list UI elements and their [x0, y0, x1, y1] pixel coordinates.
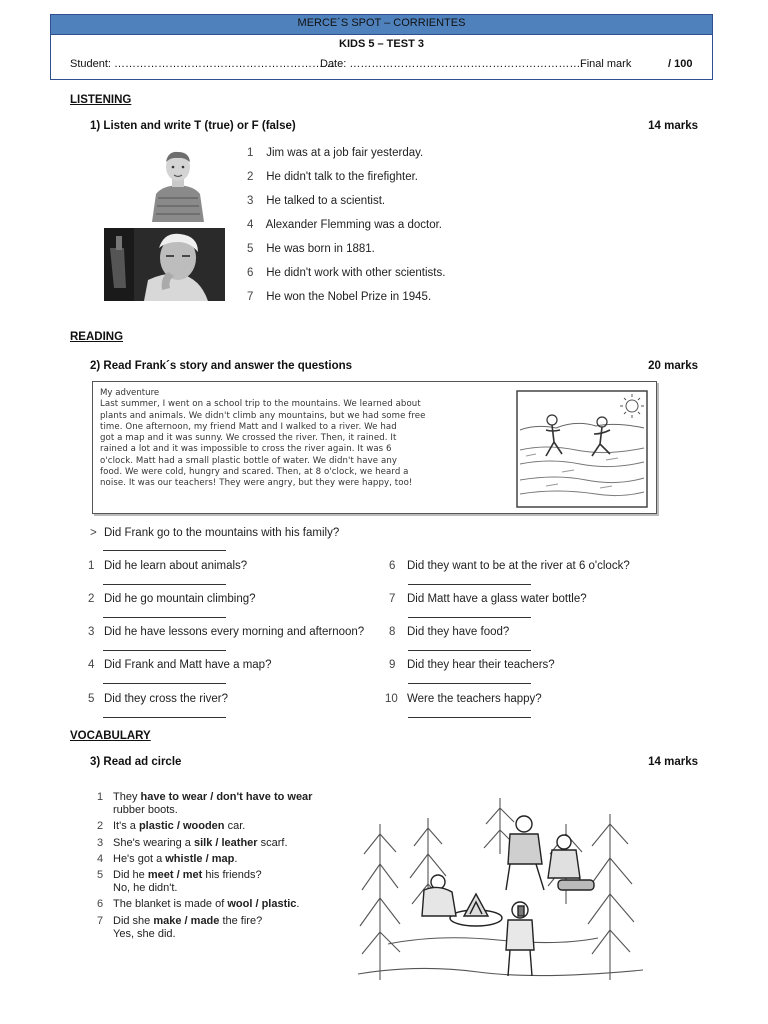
- question-4: 4 Did Frank and Matt have a map?: [88, 659, 272, 671]
- answer-line[interactable]: [408, 650, 531, 651]
- vocab-item-4: 4 He's got a whistle / map.: [97, 853, 238, 865]
- answer-line[interactable]: [103, 617, 226, 618]
- question-8: 8 Did they have food?: [389, 626, 510, 638]
- total-score: / 100: [668, 58, 693, 70]
- story-text: [100, 388, 510, 490]
- answer-line[interactable]: [408, 617, 531, 618]
- answer-line[interactable]: [103, 584, 226, 585]
- vocab-item-3: 3 She's wearing a silk / leather scarf.: [97, 837, 288, 849]
- vocab-item-6: 6 The blanket is made of wool / plastic.: [97, 898, 300, 910]
- choice-options[interactable]: plastic / wooden: [138, 820, 225, 832]
- student-field[interactable]: Student: ……………………………………………………: [70, 58, 335, 70]
- listening-instructions: 1) Listen and write T (true) or F (false): [90, 120, 296, 132]
- story-line: Last summer, I went on a school trip to the mountains. We learned about: [100, 399, 421, 410]
- example-question: > Did Frank go to the mountains with his family?: [90, 527, 340, 539]
- answer-line[interactable]: [103, 650, 226, 651]
- final-mark-label: Final mark: [580, 58, 632, 70]
- answer-line[interactable]: [103, 683, 226, 684]
- scientist-photo: [104, 228, 225, 301]
- question-5: 5 Did they cross the river?: [88, 693, 228, 705]
- choice-options[interactable]: make / made: [153, 915, 220, 927]
- story-line: o'clock. Matt had a small plastic bottle of water. We didn't have any: [100, 455, 398, 466]
- listening-item-3: 3 He talked to a scientist.: [247, 195, 386, 207]
- vocab-item-2: 2 It's a plastic / wooden car.: [97, 820, 246, 832]
- question-10: 10 Were the teachers happy?: [385, 693, 542, 705]
- listening-item-6: 6 He didn't work with other scientists.: [247, 267, 446, 279]
- choice-options[interactable]: whistle / map: [165, 853, 235, 865]
- question-3: 3 Did he have lessons every morning and afternoon?: [88, 626, 365, 638]
- school-name: MERCE´S SPOT – CORRIENTES: [297, 17, 466, 29]
- listening-heading: LISTENING: [70, 94, 132, 106]
- question-1: 1 Did he learn about animals?: [88, 560, 248, 572]
- choice-options[interactable]: meet / met: [147, 869, 203, 881]
- story-line: rained a lot and it was impossible to cross the river again. It was 6: [100, 444, 392, 455]
- test-title: KIDS 5 – TEST 3: [339, 38, 424, 50]
- date-field[interactable]: Date: ……………………………………………………….: [320, 58, 584, 70]
- vocab-item-5: 5 Did he meet / met his friends? No, he didn't.: [97, 869, 262, 894]
- story-line: noise. It was our teachers! They were angry, but they were happy, too!: [100, 478, 413, 489]
- listening-item-7: 7 He won the Nobel Prize in 1945.: [247, 291, 432, 303]
- reading-heading: READING: [70, 331, 124, 343]
- story-line: got a map and it was sunny. We crossed the river. Then, it rained. It: [100, 433, 397, 444]
- story-title: My adventure: [100, 388, 160, 398]
- story-line: plants and animals. We didn't climb any mountains, but we had some free: [100, 410, 426, 421]
- question-2: 2 Did he go mountain climbing?: [88, 593, 256, 605]
- vocab-item-1: 1 They have to wear / don't have to wear rubber boots.: [97, 791, 313, 816]
- question-9: 9 Did they hear their teachers?: [389, 659, 555, 671]
- river-illustration: [516, 390, 648, 508]
- listening-item-2: 2 He didn't talk to the firefighter.: [247, 171, 418, 183]
- story-line: food. We were cold, hungry and scared. Then, at 8 o'clock, we heard a: [100, 467, 409, 478]
- listening-item-4: 4 Alexander Flemming was a doctor.: [247, 219, 442, 231]
- listening-item-1: 1 Jim was at a job fair yesterday.: [247, 147, 424, 159]
- answer-line[interactable]: [103, 717, 226, 718]
- listening-item-5: 5 He was born in 1881.: [247, 243, 375, 255]
- listening-marks: 14 marks: [648, 120, 698, 132]
- answer-line[interactable]: [408, 584, 531, 585]
- answer-line[interactable]: [103, 550, 226, 551]
- vocabulary-marks: 14 marks: [648, 756, 698, 768]
- vocabulary-heading: VOCABULARY: [70, 730, 151, 742]
- vocabulary-instructions: 3) Read ad circle: [90, 756, 182, 768]
- reading-marks: 20 marks: [648, 360, 698, 372]
- story-line: time. One afternoon, my friend Matt and I walked to a river. We had: [100, 421, 397, 432]
- choice-options[interactable]: wool / plastic: [227, 898, 297, 910]
- question-7: 7 Did Matt have a glass water bottle?: [389, 593, 587, 605]
- vocab-item-7: 7 Did she make / made the fire? Yes, she did.: [97, 915, 263, 940]
- campfire-illustration: [358, 794, 643, 982]
- reading-instructions: 2) Read Frank´s story and answer the questions: [90, 360, 353, 372]
- question-6: 6 Did they want to be at the river at 6 o'clock?: [389, 560, 630, 572]
- answer-line[interactable]: [408, 683, 531, 684]
- choice-options[interactable]: have to wear / don't have to wear: [140, 791, 313, 803]
- choice-options[interactable]: silk / leather: [193, 837, 258, 849]
- boy-photo: [144, 148, 212, 222]
- answer-line[interactable]: [408, 717, 531, 718]
